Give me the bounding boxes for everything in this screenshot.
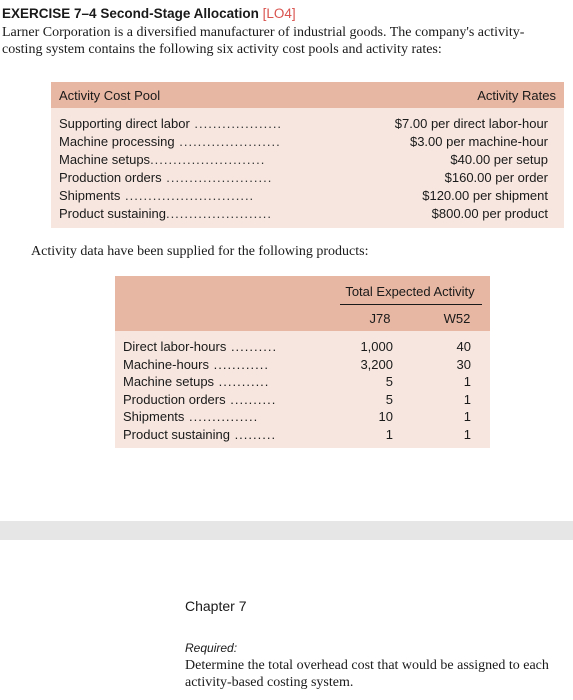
column-header-pool: Activity Cost Pool [59,88,161,103]
w52-value: 1 [463,426,471,442]
j78-value: 1,000 [360,339,393,354]
leader-dots: ......... [229,426,277,442]
activity-data-intro: Activity data have been supplied for the following products: [31,244,369,259]
activity-rate: $160.00 per order [444,170,548,185]
pool-name: Shipments [59,188,121,203]
activity-rate: $800.00 per product [431,206,548,221]
leader-dots: ............................ [120,188,255,203]
task-paragraph [185,657,573,691]
pool-name: Production orders [59,170,162,185]
chapter-label: Chapter 7 [185,598,247,614]
table-row [115,373,490,391]
activity-label: Product sustaining [123,426,230,442]
table-row [51,169,564,187]
expected-activity-table [115,276,490,448]
leader-dots: ................... [189,116,283,131]
j78-value: 3,200 [360,356,393,372]
activity-label: Production orders [123,391,226,407]
activity-label: Machine-hours [123,356,209,372]
w52-value: 1 [463,391,471,407]
leader-dots: ........... [214,374,270,389]
w52-value: 1 [463,409,471,424]
activity-label: Direct labor-hours [123,339,227,354]
pool-name: Product sustaining [59,206,166,221]
table-row [115,338,490,356]
exercise-title: Second-Stage Allocation [100,6,259,21]
table-header [51,82,564,108]
leader-dots: .......... [225,391,277,407]
header-rule [340,304,482,305]
leader-dots: ....................... [161,170,273,185]
activity-rates-table [51,82,564,228]
activity-rate: $3.00 per machine-hour [409,134,548,149]
leader-dots: ...................... [174,134,281,149]
table-row [51,115,564,133]
task-line: Determine the total overhead cost that would be assigned to each [185,658,549,673]
table-row [51,205,564,223]
task-line: activity-based costing system. [185,675,354,690]
j78-value: 5 [385,391,393,407]
column-header-w52: W52 [443,311,471,326]
leader-dots: ............... [184,409,259,424]
leader-dots: ......................... [150,152,266,167]
exercise-code: EXERCISE 7–4 [2,6,97,21]
leader-dots: ............ [209,356,269,372]
j78-value: 1 [385,426,393,442]
table-header [115,276,490,331]
table-row [115,356,490,374]
table-row [115,408,490,426]
page-divider [0,521,573,540]
w52-value: 40 [456,339,471,354]
column-header-j78: J78 [369,311,391,326]
activity-rate: $120.00 per shipment [422,188,548,203]
leader-dots: .......... [226,339,278,354]
j78-value: 10 [378,409,393,424]
column-header-rates: Activity Rates [477,88,556,103]
leader-dots: ....................... [165,206,273,221]
table-row [51,151,564,169]
learning-objective-tag: [LO4] [262,6,296,21]
activity-rate: $40.00 per setup [450,152,548,167]
table-row [51,133,564,151]
pool-name: Machine processing [59,134,175,149]
table-row [115,391,490,409]
table-row [51,187,564,205]
activity-rate: $7.00 per direct labor-hour [394,116,548,131]
intro-line: costing system contains the following six activity cost pools and activity rates: [2,42,442,57]
intro-line: Larner Corporation is a diversified manufacturer of industrial goods. The company's activity- [2,25,525,40]
intro-paragraph [2,24,573,58]
required-label: Required: [185,641,238,655]
activity-label: Machine setups [123,374,215,389]
activity-label: Shipments [123,409,185,424]
exercise-heading [2,6,296,21]
group-header: Total Expected Activity [345,284,475,299]
table-row [115,426,490,444]
w52-value: 30 [456,356,471,372]
pool-name: Machine setups [59,152,151,167]
w52-value: 1 [463,374,471,389]
j78-value: 5 [385,374,393,389]
pool-name: Supporting direct labor [59,116,190,131]
